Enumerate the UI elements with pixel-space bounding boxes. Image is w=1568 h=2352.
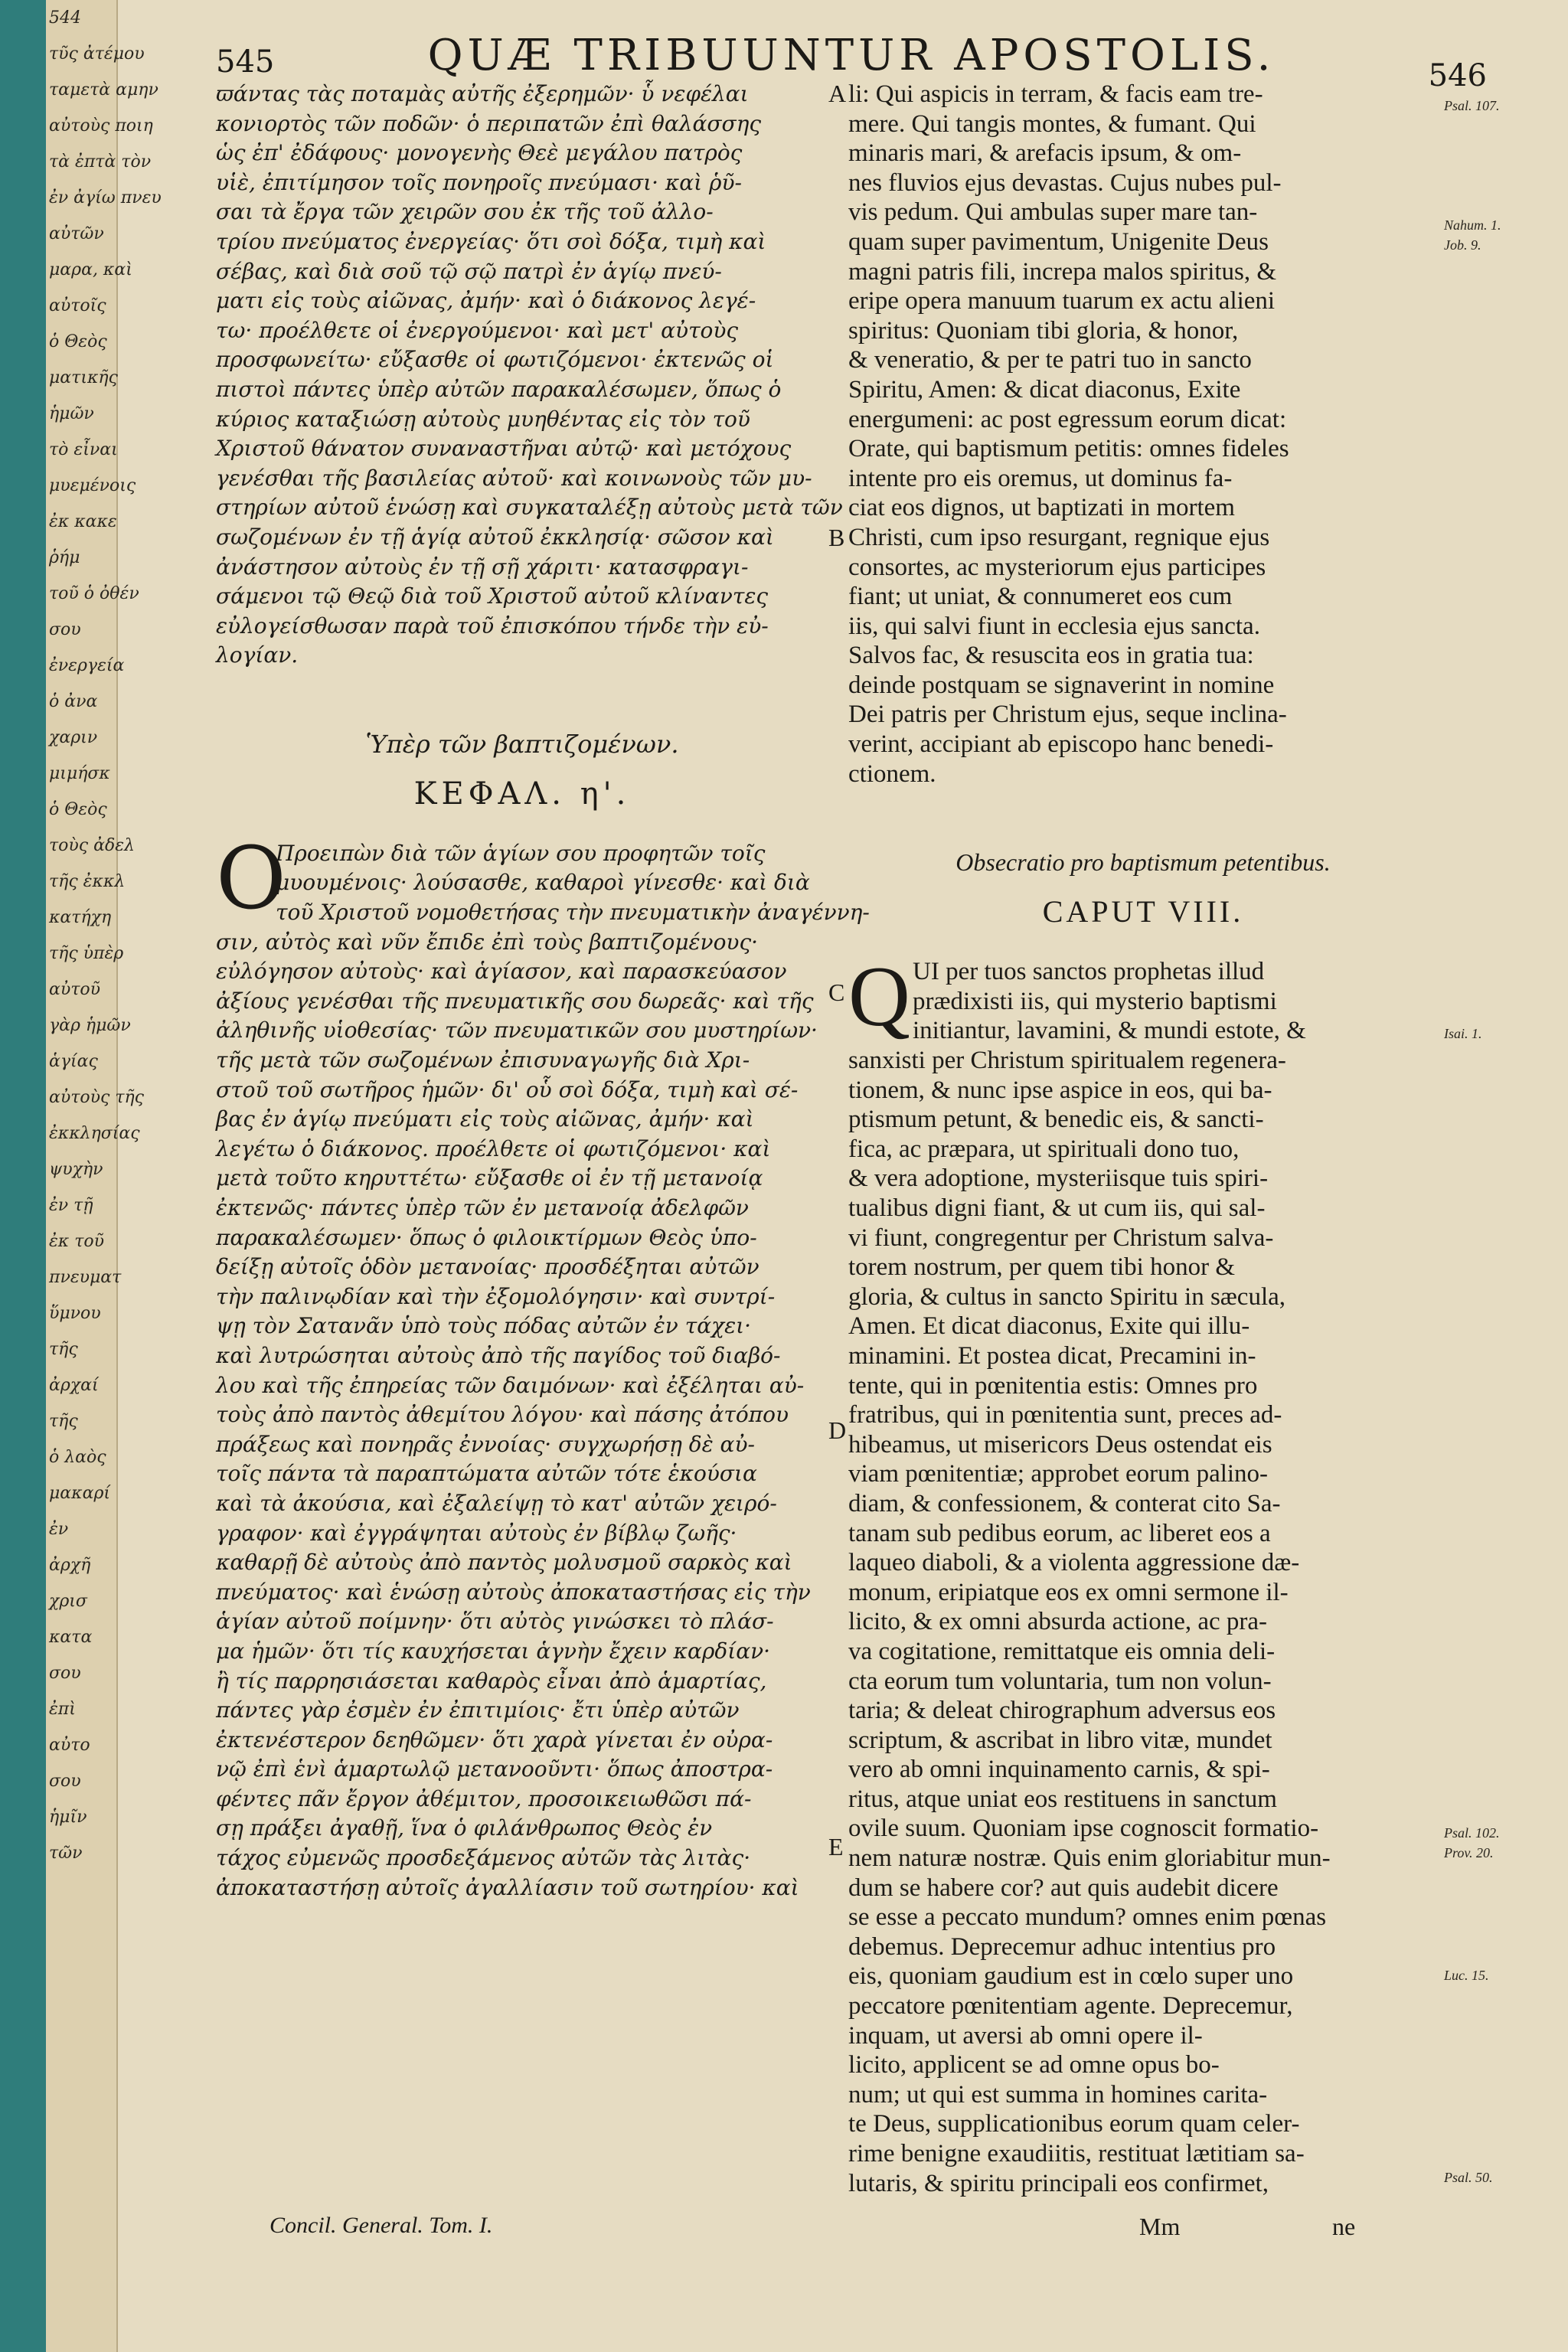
- page-number-right: 546: [1428, 58, 1487, 93]
- margin-reference: Nahum. 1.: [1444, 217, 1501, 233]
- latin-text-line: eripe opera manuum tuarum ex actu alieni: [848, 287, 1276, 315]
- previous-page-fragment: αὐτοῦ: [49, 980, 101, 999]
- latin-text-line: se esse a peccato mundum? omnes enim pœnas: [848, 1903, 1327, 1932]
- latin-text-line: & vera adoptione, mysteriisque tuis spiri-: [848, 1165, 1269, 1193]
- latin-text-line: laqueo diaboli, & a violenta aggressione dæ-: [848, 1549, 1300, 1577]
- latin-text-line: te Deus, supplicationibus eorum quam celer-: [848, 2110, 1300, 2138]
- previous-page-fragment: αὐτῶν: [49, 224, 104, 243]
- previous-page-fragment: ἐν ἀγίω πνευ: [49, 188, 162, 207]
- latin-text-line: fratribus, qui in pœnitentia sunt, preces ad-: [848, 1401, 1282, 1429]
- latin-text-line: li: Qui aspicis in terram, & facis eam tre-: [848, 80, 1263, 108]
- greek-text-line: καὶ τὰ ἀκούσια, καὶ ἐξαλείψῃ τὸ κατ' αὐτῶν χειρό-: [216, 1490, 777, 1516]
- greek-subheading: Ὑπὲρ τῶν βαπτιζομένων.: [365, 729, 679, 759]
- margin-reference: Psal. 50.: [1444, 2170, 1493, 2185]
- signature-mark: Mm: [1139, 2213, 1181, 2240]
- margin-reference: Prov. 20.: [1444, 1845, 1494, 1860]
- latin-text-bottom: [848, 949, 1438, 2198]
- previous-page-fragment: ἐν: [49, 1520, 69, 1539]
- previous-page-fragment: τῆς: [49, 1412, 78, 1431]
- greek-text-line: τῆς μετὰ τῶν σωζομένων ἐπισυναγωγῆς διὰ Χρι-: [216, 1047, 750, 1073]
- latin-text-line: minaris mari, & arefacis ipsum, & om-: [848, 139, 1242, 168]
- latin-text-line: vi fiunt, congregentur per Christum salva-: [848, 1223, 1274, 1252]
- previous-page-fragment: τῆς ὑπὲρ: [49, 944, 124, 963]
- latin-text-line: tionem, & nunc ipse aspice in eos, qui ba-: [848, 1076, 1272, 1104]
- latin-text-line: mere. Qui tangis montes, & fumant. Qui: [848, 109, 1256, 138]
- greek-text-line: ἐκτενέστερον δεηθῶμεν· ὅτι χαρὰ γίνεται ἐν οὐρα-: [216, 1726, 773, 1753]
- latin-text-line: hibeamus, ut misericors Deus ostendat eis: [848, 1430, 1272, 1459]
- latin-text-line: inquam, ut aversi ab omni opere il-: [848, 2021, 1203, 2050]
- latin-text-line: minamini. Et postea dicat, Precamini in-: [848, 1341, 1256, 1370]
- previous-page-fragment: ἐν τῇ: [49, 1196, 93, 1215]
- latin-text-line: ritus, atque uniat eos restituens in sanctum: [848, 1785, 1277, 1813]
- latin-text-line: Dei patris per Christum ejus, seque inclina-: [848, 701, 1287, 729]
- latin-subheading: Obsecratio pro baptismum petentibus.: [956, 848, 1331, 877]
- greek-text-line: σωζομένων ἐν τῇ ἁγίᾳ αὐτοῦ ἐκκλησίᾳ· σῶσον καὶ: [216, 524, 774, 550]
- previous-page-fragment: αὐτο: [49, 1736, 90, 1755]
- greek-text-bottom: [216, 828, 870, 1903]
- greek-text-line: τρίου πνεύματος ἐνεργείας· ὅτι σοὶ δόξα, τιμὴ καὶ: [216, 228, 766, 254]
- previous-page-fragment: τὰ ἐπτὰ τὸν: [49, 152, 152, 172]
- previous-page-fragment: μιμήσκ: [49, 764, 110, 783]
- greek-text-line: δείξῃ αὐτοῖς ὁδὸν μετανοίας· προσδέξηται αὐτῶν: [216, 1254, 760, 1280]
- latin-text-line: energumeni: ac post egressum eorum dicat:: [848, 405, 1287, 433]
- latin-text-line: magni patris fili, increpa malos spiritus, &: [848, 257, 1277, 286]
- latin-text-line: ciat eos dignos, ut baptizati in mortem: [848, 494, 1235, 522]
- latin-text-line: debemus. Deprecemur adhuc intentius pro: [848, 1932, 1276, 1961]
- previous-page-fragment: χρισ: [49, 1592, 87, 1611]
- previous-page-fragment: κατα: [49, 1628, 93, 1647]
- previous-page-fragment: ἐπὶ: [49, 1700, 76, 1719]
- latin-text-line: deinde postquam se signaverint in nomine: [848, 671, 1275, 699]
- previous-page-fragment: τῆς ἐκκλ: [49, 872, 126, 891]
- previous-page-fragment: ὁ Θεὸς: [49, 332, 107, 351]
- greek-text-line: πιστοὶ πάντες ὑπὲρ αὐτῶν παρακαλέσωμεν, ὅπως ὁ: [216, 376, 782, 402]
- greek-chapter-heading: ΚΕΦΑΛ. η'.: [413, 776, 631, 812]
- latin-text-line: Spiritu, Amen: & dicat diaconus, Exite: [848, 375, 1241, 403]
- greek-text-line: ἀξίους γενέσθαι τῆς πνευματικῆς σου δωρεᾶς· καὶ τῆς: [216, 988, 814, 1014]
- section-mark: B: [828, 524, 845, 551]
- latin-text-line: dum se habere cor? aut quis audebit dicere: [848, 1873, 1279, 1902]
- latin-text-line: nem naturæ nostræ. Quis enim gloriabitur mun-: [848, 1844, 1331, 1873]
- latin-text-line: vis pedum. Qui ambulas super mare tan-: [848, 198, 1258, 227]
- latin-text-line: intente pro eis oremus, ut dominus fa-: [848, 464, 1233, 492]
- section-mark: A: [828, 80, 847, 107]
- previous-page-fragment: ἐκ τοῦ: [49, 1232, 105, 1251]
- greek-text-line: Χριστοῦ θάνατον συναναστῆναι αὐτῷ· καὶ μετόχους: [216, 436, 792, 462]
- previous-page-fragment: ψυχὴν: [49, 1160, 103, 1179]
- previous-page-fragment: σου: [49, 1664, 81, 1683]
- previous-page-fragment: ἁγίας: [49, 1052, 98, 1071]
- previous-page-fragment: τῆς: [49, 1340, 78, 1359]
- book-page: [46, 0, 1568, 2352]
- previous-page-fragment: αὐτοὺς τῆς: [49, 1088, 145, 1107]
- previous-page-fragment: ταμετὰ αμην: [49, 80, 158, 100]
- latin-text-line: Christi, cum ipso resurgant, regnique ejus: [848, 523, 1270, 551]
- latin-text-line: Salvos fac, & resuscita eos in gratia tua:: [848, 642, 1254, 670]
- greek-text-line: λου καὶ τῆς ἐπηρείας τῶν δαιμόνων· καὶ ἐξέληται αὐ-: [216, 1372, 805, 1398]
- latin-text-line: monum, eripiatque eos ex omni sermone il-: [848, 1578, 1289, 1606]
- latin-text-line: Orate, qui baptismum petitis: omnes fideles: [848, 435, 1289, 463]
- greek-text-line: σαι τὰ ἔργα τῶν χειρῶν σου ἐκ τῆς τοῦ ἀλλο-: [216, 199, 714, 225]
- previous-page-fragment: γὰρ ἡμῶν: [49, 1016, 131, 1035]
- latin-text-line: torem nostrum, per quem tibi honor &: [848, 1253, 1236, 1282]
- greek-text-line: σέβας, καὶ διὰ σοῦ τῷ σῷ πατρὶ ἐν ἁγίῳ πνεύ-: [216, 258, 722, 284]
- previous-page-fragment: σου: [49, 620, 81, 639]
- catchword: ne: [1332, 2213, 1356, 2240]
- latin-text-line: peccatore pœnitentiam agente. Deprecemur,: [848, 1992, 1293, 2020]
- latin-text-line: ficа, ac præpara, ut spirituali dono tuo,: [848, 1135, 1240, 1163]
- greek-text-line: πάντες γὰρ ἐσμὲν ἐν ἐπιτιμίοις· ἔτι ὑπὲρ αὐτῶν: [216, 1697, 740, 1723]
- greek-text-line: κύριος καταξιώσῃ αὐτοὺς μυηθέντας εἰς τὸν τοῦ: [216, 406, 750, 432]
- latin-text-line: rime benigne exaudiitis, restituat lætitiam sa-: [848, 2140, 1305, 2167]
- previous-page-edge: [46, 0, 162, 2352]
- latin-text-line: gloria, & cultus in sancto Spiritu in sæcula,: [848, 1282, 1286, 1311]
- latin-text-line: va cogitatione, remittatque eis omnia deli-: [848, 1637, 1276, 1665]
- previous-page-fragment: ἡμῖν: [49, 1808, 87, 1827]
- greek-text-line: ὡς ἐπ' ἐδάφους· μονογενὴς Θεὲ μεγάλου πατρὸς: [216, 140, 743, 166]
- latin-text-line: spiritus: Quoniam tibi gloria, & honor,: [848, 316, 1239, 345]
- margin-reference: Luc. 15.: [1444, 1968, 1489, 1983]
- greek-text-line: λεγέτω ὁ διάκονος. προέλθετε οἱ φωτιζόμενοι· καὶ: [216, 1135, 771, 1161]
- latin-text-line: tualibus digni fiant, & ut cum iis, qui sal-: [848, 1194, 1266, 1222]
- latin-text-line: licito, & ex omni absurda actione, ac pra-: [848, 1608, 1268, 1636]
- latin-text-line: sanxisti per Christum spiritualem regenera-: [848, 1047, 1286, 1075]
- previous-page-fragment: ἀρχῆ: [49, 1556, 91, 1575]
- greek-text-line: υἱὲ, ἐπιτίμησον τοῖς πονηροῖς πνεύμασι· καὶ ῥῦ-: [216, 169, 742, 195]
- latin-text-line: nes fluvios ejus devastas. Cujus nubes pul-: [848, 168, 1282, 197]
- latin-text-line: viam pœnitentiæ; approbet eorum palino-: [848, 1460, 1269, 1488]
- greek-text-line: στοῦ τοῦ σωτῆρος ἡμῶν· δι' οὗ σοὶ δόξα, τιμὴ καὶ σέ-: [216, 1076, 799, 1102]
- latin-text-line: verint, accipiant ab episcopo hanc benedi-: [848, 730, 1274, 759]
- latin-text-line: tente, qui in pœnitentia estis: Omnes pro: [848, 1371, 1258, 1400]
- section-mark: E: [828, 1833, 844, 1860]
- greek-text-line: τὴν παλινῳδίαν καὶ τὴν ἐξομολόγησιν· καὶ συντρί-: [216, 1283, 776, 1309]
- latin-text-line: tanam sub pedibus eorum, ac liberet eos a: [848, 1519, 1271, 1547]
- latin-text-line: consortes, ac mysteriorum ejus participes: [848, 553, 1266, 581]
- margin-reference: Isai. 1.: [1444, 1026, 1482, 1041]
- greek-text-line: εὐλόγησον αὐτοὺς· καὶ ἁγίασον, καὶ παρασκεύασον: [216, 959, 787, 985]
- previous-page-fragment: τῦς ἀτέμου: [49, 44, 145, 64]
- greek-text-line: λογίαν.: [216, 642, 299, 668]
- previous-page-fragment: ἐκκλησίας: [49, 1124, 140, 1143]
- latin-text-line: cta eorum tum voluntaria, tum non volun-: [848, 1667, 1272, 1695]
- greek-text-line: εὐλογείσθωσαν παρὰ τοῦ ἐπισκόπου τήνδε τὴν εὐ-: [216, 612, 769, 639]
- previous-page-fragment: σου: [49, 1772, 81, 1791]
- greek-column: [216, 80, 870, 1903]
- margin-reference: Psal. 102.: [1444, 1825, 1500, 1841]
- greek-text-line: προσφωνείτω· εὔξασθε οἱ φωτιζόμενοι· ἐκτενῶς οἱ: [216, 347, 774, 373]
- greek-text-line: ἀποκαταστήσῃ αὐτοῖς ἀγαλλίασιν τοῦ σωτηρίου· καὶ: [216, 1874, 799, 1900]
- greek-text-line: μυουμένοις· λούσασθε, καθαροὶ γίνεσθε· καὶ διὰ: [276, 870, 810, 896]
- latin-text-line: fiant; ut uniat, & connumeret eos cum: [848, 583, 1233, 611]
- previous-page-fragment: χαριν: [49, 728, 98, 747]
- greek-text-line: σῃ πράξει ἀγαθῇ, ἵνα ὁ φιλάνθρωπος Θεὸς ἐν: [216, 1815, 713, 1841]
- greek-text-line: ματι εἰς τοὺς αἰῶνας, ἀμήν· καὶ ὁ διάκονος λεγέ-: [216, 288, 756, 314]
- previous-page-fragment: τῶν: [49, 1844, 83, 1863]
- previous-page-fragment: ἀρχαί: [49, 1376, 99, 1395]
- previous-page-fragment: μυεμένοις: [49, 476, 136, 495]
- footer-collection-title: Concil. General. Tom. I.: [270, 2213, 493, 2238]
- latin-text-line: initiantur, lavamini, & mundi estote, &: [913, 1017, 1306, 1045]
- previous-page-fragment: ὕμνου: [49, 1304, 101, 1323]
- section-mark: D: [828, 1416, 847, 1444]
- greek-text-line: καὶ λυτρώσηται αὐτοὺς ἀπὸ τῆς παγίδος τοῦ διαβό-: [216, 1342, 781, 1368]
- greek-text-line: νῷ ἐπὶ ἑνὶ ἁμαρτωλῷ μετανοοῦντι· ὅπως ἀποστρα-: [216, 1756, 773, 1782]
- previous-page-fragment: μακαρί: [49, 1484, 110, 1503]
- greek-text-top: [216, 80, 843, 671]
- latin-text-line: ovile suum. Quoniam ipse cognoscit formatio-: [848, 1815, 1319, 1843]
- greek-text-line: τοὺς ἀπὸ παντὸς ἀθεμίτου λόγου· καὶ πάσης ἀτόπου: [216, 1402, 789, 1428]
- previous-page-fragment: 544: [49, 8, 81, 28]
- greek-text-line: γραφον· καὶ ἐγγράψηται αὐτοὺς ἐν βίβλῳ ζωῆς·: [216, 1520, 737, 1546]
- latin-text-line: ptismum petunt, & benedic eis, & sancti-: [848, 1106, 1264, 1134]
- page-number-left: 545: [216, 44, 275, 80]
- latin-text-line: lutaris, & spiritu principali eos confirmet,: [848, 2169, 1269, 2197]
- previous-page-fragment: αὐτοὺς ποιη: [49, 116, 153, 136]
- latin-text-line: prædixisti iis, qui mysterio baptismi: [913, 987, 1277, 1015]
- latin-text-line: Amen. Et dicat diaconus, Exite qui illu-: [848, 1312, 1250, 1341]
- previous-page-fragment: αὐτοῖς: [49, 296, 106, 315]
- greek-text-line: καθαρῇ δὲ αὐτοὺς ἀπὸ παντὸς μολυσμοῦ σαρκὸς καὶ: [216, 1550, 792, 1576]
- greek-text-line: τω· προέλθετε οἱ ἐνεργούμενοι· καὶ μετ' αὐτοὺς: [216, 317, 739, 343]
- section-mark: C: [828, 978, 845, 1006]
- greek-text-line: σιν, αὐτὸς καὶ νῦν ἔπιδε ἐπὶ τοὺς βαπτιζομένους·: [216, 929, 759, 955]
- greek-text-line: Προειπὼν διὰ τῶν ἁγίων σου προφητῶν τοῖς: [276, 840, 766, 866]
- previous-page-fragment: ὁ Θεὸς: [49, 800, 107, 819]
- previous-page-fragment: μαρα, καὶ: [49, 260, 132, 279]
- greek-text-line: φέντες πᾶν ἔργον ἀθέμιτον, προσοικειωθῶσι πά-: [216, 1785, 752, 1811]
- previous-page-fragment: ἡμῶν: [49, 404, 94, 423]
- latin-text-line: ctionem.: [848, 760, 936, 788]
- greek-text-line: γενέσθαι τῆς βασιλείας αὐτοῦ· καὶ κοινωνοὺς τῶν μυ-: [216, 465, 812, 491]
- greek-text-line: πράξεως καὶ πονηρᾶς ἐννοίας· συγχωρήσῃ δὲ αὐ-: [216, 1431, 755, 1457]
- greek-text-line: ψῃ τὸν Σατανᾶν ὑπὸ τοὺς πόδας αὐτῶν ἐν τάχει·: [216, 1313, 751, 1339]
- previous-page-fragment: κατήχη: [49, 908, 112, 927]
- greek-text-line: πνεύματος· καὶ ἑνώσῃ αὐτοὺς ἀποκαταστήσας εἰς τὴν: [216, 1579, 811, 1605]
- greek-text-line: τάχος εὐμενῶς προσδεξάμενος αὐτῶν τὰς λιτὰς·: [216, 1845, 751, 1871]
- running-title: QUÆ TRIBUUNTUR APOSTOLIS.: [427, 31, 1276, 80]
- greek-drop-cap: Ο: [216, 828, 286, 929]
- greek-text-line: παρακαλέσωμεν· ὅπως ὁ φιλοικτίρμων Θεὸς ὑπο-: [216, 1224, 757, 1250]
- greek-text-line: ἀληθινῆς υἱοθεσίας· τῶν πνευματικῶν σου μυστηρίων·: [216, 1018, 818, 1044]
- previous-page-fragment: ματικῆς: [49, 368, 118, 387]
- greek-text-line: κονιορτὸς τῶν ποδῶν· ὁ περιπατῶν ἐπὶ θαλάσσης: [216, 110, 762, 136]
- previous-page-fragment: ὁ λαὸς: [49, 1448, 106, 1467]
- previous-page-fragment: ὁ ἀνα: [49, 692, 98, 711]
- latin-text-line: scriptum, & ascribat in libro vitæ, mundet: [848, 1726, 1272, 1754]
- latin-chapter-heading: CAPUT VIII.: [1042, 894, 1244, 929]
- margin-reference: Psal. 107.: [1444, 98, 1500, 113]
- previous-page-fragment: τοὺς ἀδελ: [49, 836, 135, 855]
- previous-page-fragment: ἐνεργεία: [49, 656, 125, 675]
- latin-text-line: num; ut qui est summa in homines carita-: [848, 2080, 1268, 2109]
- greek-text-line: τοῖς πάντα τὰ παραπτώματα αὐτῶν τότε ἑκούσια: [216, 1461, 757, 1487]
- latin-drop-cap: Q: [848, 949, 910, 1045]
- latin-column: [848, 80, 1438, 2198]
- latin-text-top: [848, 80, 1438, 789]
- greek-text-line: βας ἐν ἁγίῳ πνεύματι εἰς τοὺς αἰῶνας, ἀμήν· καὶ: [216, 1106, 754, 1132]
- latin-text-line: eis, quoniam gaudium est in cœlo super uno: [848, 1962, 1294, 1991]
- latin-text-line: iis, qui salvi fiunt in ecclesia ejus sancta.: [848, 612, 1260, 640]
- previous-page-fragment: τὸ εἶναι: [49, 440, 118, 459]
- latin-text-line: licito, applicent se ad omne opus bo-: [848, 2051, 1220, 2079]
- previous-page-fragment: ῥήμ: [49, 548, 80, 567]
- previous-page-fragment: ἐκ κακε: [49, 512, 117, 531]
- latin-text-line: UI per tuos sanctos prophetas illud: [913, 958, 1265, 986]
- latin-text-line: & veneratio, & per te patri tuo in sancto: [848, 346, 1252, 374]
- greek-text-line: ἐκτενῶς· πάντες ὑπὲρ τῶν ἐν μετανοίᾳ ἀδελφῶν: [216, 1195, 749, 1220]
- previous-page-fragment: πνευματ: [49, 1268, 122, 1287]
- previous-page-fragment: τοῦ ὁ ὀθέν: [49, 584, 139, 603]
- latin-text-line: quam super pavimentum, Unigenite Deus: [848, 227, 1269, 256]
- greek-text-line: ἁγίαν αὐτοῦ ποίμνην· ὅτι αὐτὸς γινώσκει τὸ πλάσ-: [216, 1609, 774, 1635]
- greek-text-line: στηρίων αὐτοῦ ἑνώσῃ καὶ συγκαταλέξῃ αὐτοὺς μετὰ τῶν: [216, 495, 843, 521]
- greek-text-line: ἢ τίς παρρησιάσεται καθαρὸς εἶναι ἀπὸ ἁμαρτίας,: [216, 1668, 767, 1694]
- latin-text-line: taria; & deleat chirographum adversus eos: [848, 1697, 1276, 1725]
- latin-text-line: diam, & confessionem, & conterat cito Sa-: [848, 1489, 1281, 1517]
- greek-text-line: ἀνάστησον αὐτοὺς ἐν τῇ σῇ χάριτι· κατασφραγι-: [216, 554, 749, 580]
- greek-text-line: μα ἡμῶν· ὅτι τίς καυχήσεται ἁγνὴν ἔχειν καρδίαν·: [216, 1638, 771, 1664]
- greek-text-line: μετὰ τοῦτο κηρυττέτω· εὔξασθε οἱ ἐν τῇ μετανοίᾳ: [216, 1165, 763, 1191]
- greek-text-line: τοῦ Χριστοῦ νομοθετήσας τὴν πνευματικὴν ἀναγέννη-: [276, 900, 870, 926]
- greek-text-line: σάμενοι τῷ Θεῷ διὰ τοῦ Χριστοῦ αὐτοῦ κλίναντες: [216, 583, 769, 609]
- margin-reference: Job. 9.: [1444, 237, 1481, 253]
- greek-text-line: ϖάντας τὰς ποταμὰς αὐτῆς ἐξερημῶν· ὗ νεφέλαι: [216, 81, 749, 106]
- latin-text-line: vero ab omni inquinamento carnis, & spi-: [848, 1756, 1270, 1784]
